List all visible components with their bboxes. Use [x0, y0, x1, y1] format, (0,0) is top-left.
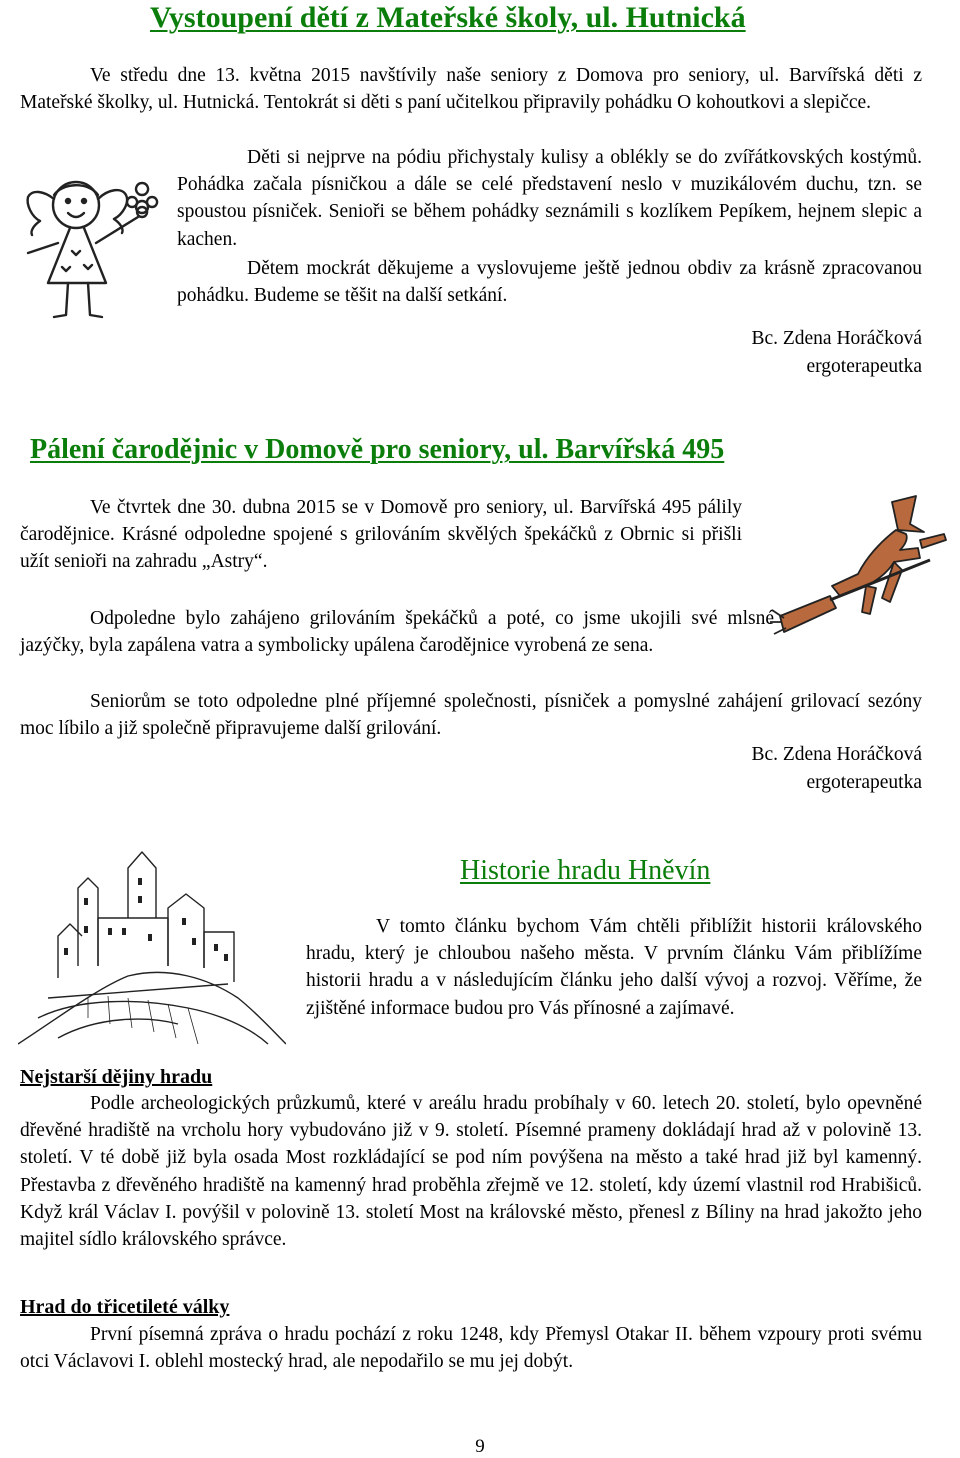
page-number: 9: [475, 1436, 485, 1457]
section2-title: Pálení čarodějnic v Domově pro seniory, ul. Barvířská 495: [30, 434, 725, 465]
section3-paragraph-1: Podle archeologických průzkumů, které v areálu hradu probíhaly v 60. letech 20. století, bylo opevněné dřevěné hradiště na vrcholu hory vybudováno již v 9. století. Písemné prameny dokládají hrad až v polovině 13. století. V té době již byla osada Most rozkládající se pod ním povýšena na město a také hrad již byl kamenný. Přestavba z dřevěného hradiště na kamenný hrad proběhla zřejmě ve 12. století, kdy území vlastnil rod Hrabišiců. Když král Václav I. povýšil v polovině 13. století Most na královské město, přenesl z Bíliny na hrad jakožto jeho majitel sídlo královského správce.: [20, 1093, 922, 1251]
signature-role: ergoterapeutka: [806, 356, 922, 377]
section2-paragraph-2: Odpoledne bylo zahájeno grilováním špekáčků a poté, co jsme ukojili své mlsné jazýčky, byla zapálena vatra a symbolicky upálena čarodějnice vyrobená ze sena.: [20, 608, 774, 657]
section1-paragraph-thanks: Dětem mockrát děkujeme a vyslovujeme ještě jednou obdiv za krásně zpracovanou pohádku. Budeme se těšit na další setkání.: [177, 258, 922, 307]
section1-paragraph-intro: Ve středu dne 13. května 2015 navštívily naše seniory z Domova pro seniory, ul. Barvířská děti z Mateřské školky, ul. Hutnická. Tentokrát si děti s paní učitelkou připravily pohádku O kohoutkovi a slepičce.: [20, 65, 922, 114]
section3-intro: V tomto článku bychom Vám chtěli přiblížit historii královského hradu, který je chloubou našeho města. V prvním článku Vám přiblížíme historii hradu a v následujícím článku jeho další vývoj a rozvoj. Věříme, že zjištěné informace budou pro Vás přínosné a zajímavé.: [306, 916, 922, 1019]
section3-subheading-1: Nejstarší dějiny hradu: [20, 1066, 213, 1088]
signature-name: Bc. Zdena Horáčková: [751, 744, 922, 765]
signature-name: Bc. Zdena Horáčková: [751, 328, 922, 349]
castle-on-hill-icon: [18, 848, 286, 1048]
section3-title: Historie hradu Hněvín: [460, 855, 711, 886]
section2-paragraph-1: Ve čtvrtek dne 30. dubna 2015 se v Domově pro seniory, ul. Barvířská 495 pálily čarodějnice. Krásné odpoledne spojené s grilováním skvělých špekáčků z Obrnic si přišli užít senioři na zahradu „Astry“.: [20, 497, 742, 573]
section2-paragraph-3: Seniorům se toto odpoledne plné příjemné společnosti, písniček a pomyslné zahájení grilovací sezóny moc líbilo a již společně připravujeme další grilování.: [20, 691, 922, 740]
section1-title: Vystoupení dětí z Mateřské školy, ul. Hutnická: [150, 1, 746, 34]
section3-paragraph-2: První písemná zpráva o hradu pochází z roku 1248, kdy Přemysl Otakar II. během vzpoury proti svému otci Václavovi I. oblehl mostecký hrad, ale nepodařilo se mu jej dobýt.: [20, 1324, 922, 1373]
section2-signature: [560, 741, 922, 797]
section1-paragraph-story: Děti si nejprve na pódiu přichystaly kulisy a oblékly se do zvířátkovských kostýmů. Pohádka začala písničkou a dále se celé představení neslo v muzikálovém duchu, tzn. se spoustou písniček. Senioři se během pohádky seznámili s kozlíkem Pepíkem, hejnem slepic a kachen.: [177, 147, 922, 250]
section3-subheading-2: Hrad do třicetileté války: [20, 1296, 230, 1318]
child-drawing-icon: [18, 165, 160, 323]
signature-role: ergoterapeutka: [806, 772, 922, 793]
section1-signature: [560, 325, 922, 381]
witch-on-broom-icon: [770, 488, 948, 648]
